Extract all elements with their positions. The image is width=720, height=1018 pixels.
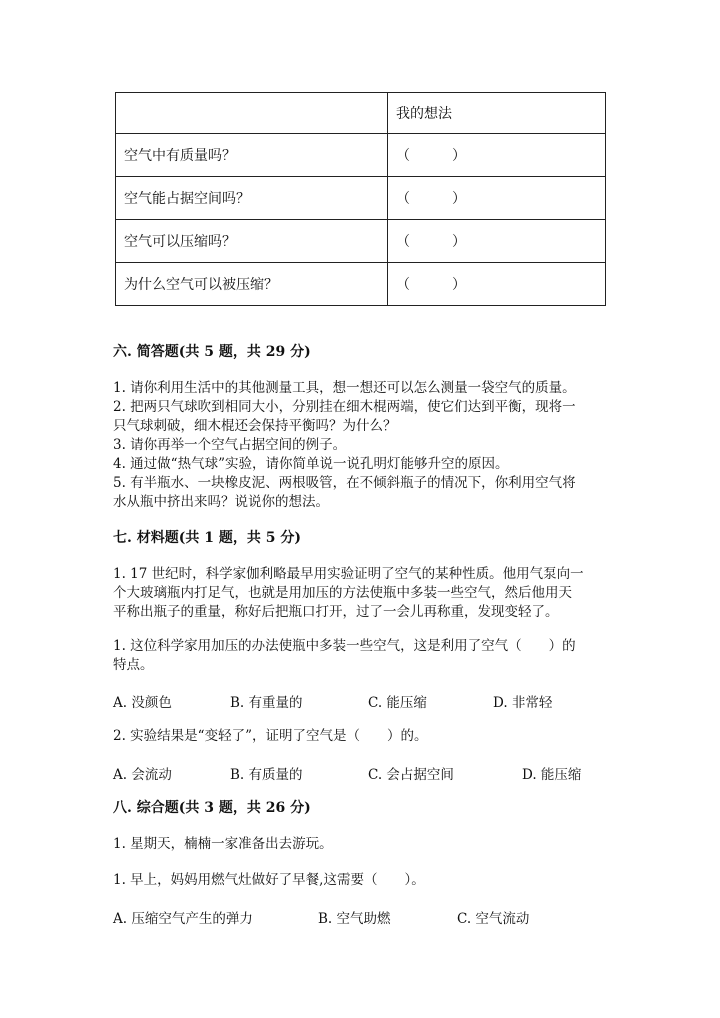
section7-q1-line: 1. 这位科学家用加压的办法使瓶中多装一些空气，这是利用了空气（ ）的 bbox=[113, 638, 576, 654]
q2-option-d[interactable]: D. 能压缩 bbox=[522, 767, 582, 783]
table-row bbox=[116, 134, 606, 177]
section7-passage-line: 1. 17 世纪时，科学家伽利略最早用实验证明了空气的某种性质。他用气泵向一 bbox=[113, 566, 584, 582]
q1-option-a[interactable]: A. 没颜色 bbox=[113, 695, 172, 711]
section7-q2: 2. 实验结果是“变轻了”，证明了空气是（ ）的。 bbox=[113, 728, 428, 744]
table-answer-blank[interactable]: （ ） bbox=[388, 177, 606, 220]
section6-line: 3. 请你再举一个空气占据空间的例子。 bbox=[113, 437, 347, 453]
section6-line: 1. 请你利用生活中的其他测量工具，想一想还可以怎么测量一袋空气的质量。 bbox=[113, 380, 576, 396]
table-row bbox=[116, 177, 606, 220]
section6-line: 水从瓶中挤出来吗？说说你的想法。 bbox=[113, 494, 329, 510]
section6-line: 2. 把两只气球吹到相同大小，分别挂在细木棍两端，使它们达到平衡，现将一 bbox=[113, 399, 576, 415]
q1-option-c[interactable]: C. 能压缩 bbox=[368, 695, 427, 711]
section8-q1: 1. 早上，妈妈用燃气灶做好了早餐,这需要（ ）。 bbox=[113, 872, 425, 888]
table-question: 为什么空气可以被压缩？ bbox=[116, 263, 388, 306]
q1-option-b[interactable]: B. 有重量的 bbox=[230, 695, 303, 711]
q2-option-a[interactable]: A. 会流动 bbox=[113, 767, 172, 783]
q1-option-d[interactable]: D. 非常轻 bbox=[493, 695, 553, 711]
q2-option-c[interactable]: C. 会占据空间 bbox=[368, 767, 454, 783]
section8-intro: 1. 星期天，楠楠一家准备出去游玩。 bbox=[113, 836, 333, 852]
section7-passage-line: 平称出瓶子的重量，称好后把瓶口打开，过了一会儿再称重，发现变轻了。 bbox=[113, 604, 559, 620]
table-question: 空气中有质量吗？ bbox=[116, 134, 388, 177]
air-questions-table bbox=[115, 92, 606, 306]
table-answer-blank[interactable]: （ ） bbox=[388, 263, 606, 306]
section6-line: 5. 有半瓶水、一块橡皮泥、两根吸管，在不倾斜瓶子的情况下，你利用空气将 bbox=[113, 475, 576, 491]
s8-q1-option-c[interactable]: C. 空气流动 bbox=[457, 911, 530, 927]
section8-title: 八. 综合题(共 3 题，共 26 分) bbox=[113, 800, 311, 816]
section6-line: 只气球刺破，细木棍还会保持平衡吗？为什么？ bbox=[113, 418, 397, 434]
section6-title: 六. 简答题(共 5 题，共 29 分) bbox=[113, 344, 311, 360]
section7-passage-line: 个大玻璃瓶内打足气，也就是用加压的方法使瓶中多装一些空气，然后他用天 bbox=[113, 585, 572, 601]
table-header-blank bbox=[116, 93, 388, 134]
table-answer-blank[interactable]: （ ） bbox=[388, 220, 606, 263]
table-header-my-idea: 我的想法 bbox=[388, 93, 606, 134]
section6-line: 4. 通过做“热气球”实验，请你简单说一说孔明灯能够升空的原因。 bbox=[113, 456, 509, 472]
table-header-row bbox=[116, 93, 606, 134]
table-row bbox=[116, 220, 606, 263]
table-question: 空气可以压缩吗？ bbox=[116, 220, 388, 263]
s8-q1-option-a[interactable]: A. 压缩空气产生的弹力 bbox=[113, 911, 253, 927]
table-question: 空气能占据空间吗？ bbox=[116, 177, 388, 220]
table-row bbox=[116, 263, 606, 306]
q2-option-b[interactable]: B. 有质量的 bbox=[230, 767, 303, 783]
table-answer-blank[interactable]: （ ） bbox=[388, 134, 606, 177]
section7-title: 七. 材料题(共 1 题，共 5 分) bbox=[113, 530, 301, 546]
s8-q1-option-b[interactable]: B. 空气助燃 bbox=[318, 911, 391, 927]
section7-q1-line: 特点。 bbox=[113, 657, 154, 673]
